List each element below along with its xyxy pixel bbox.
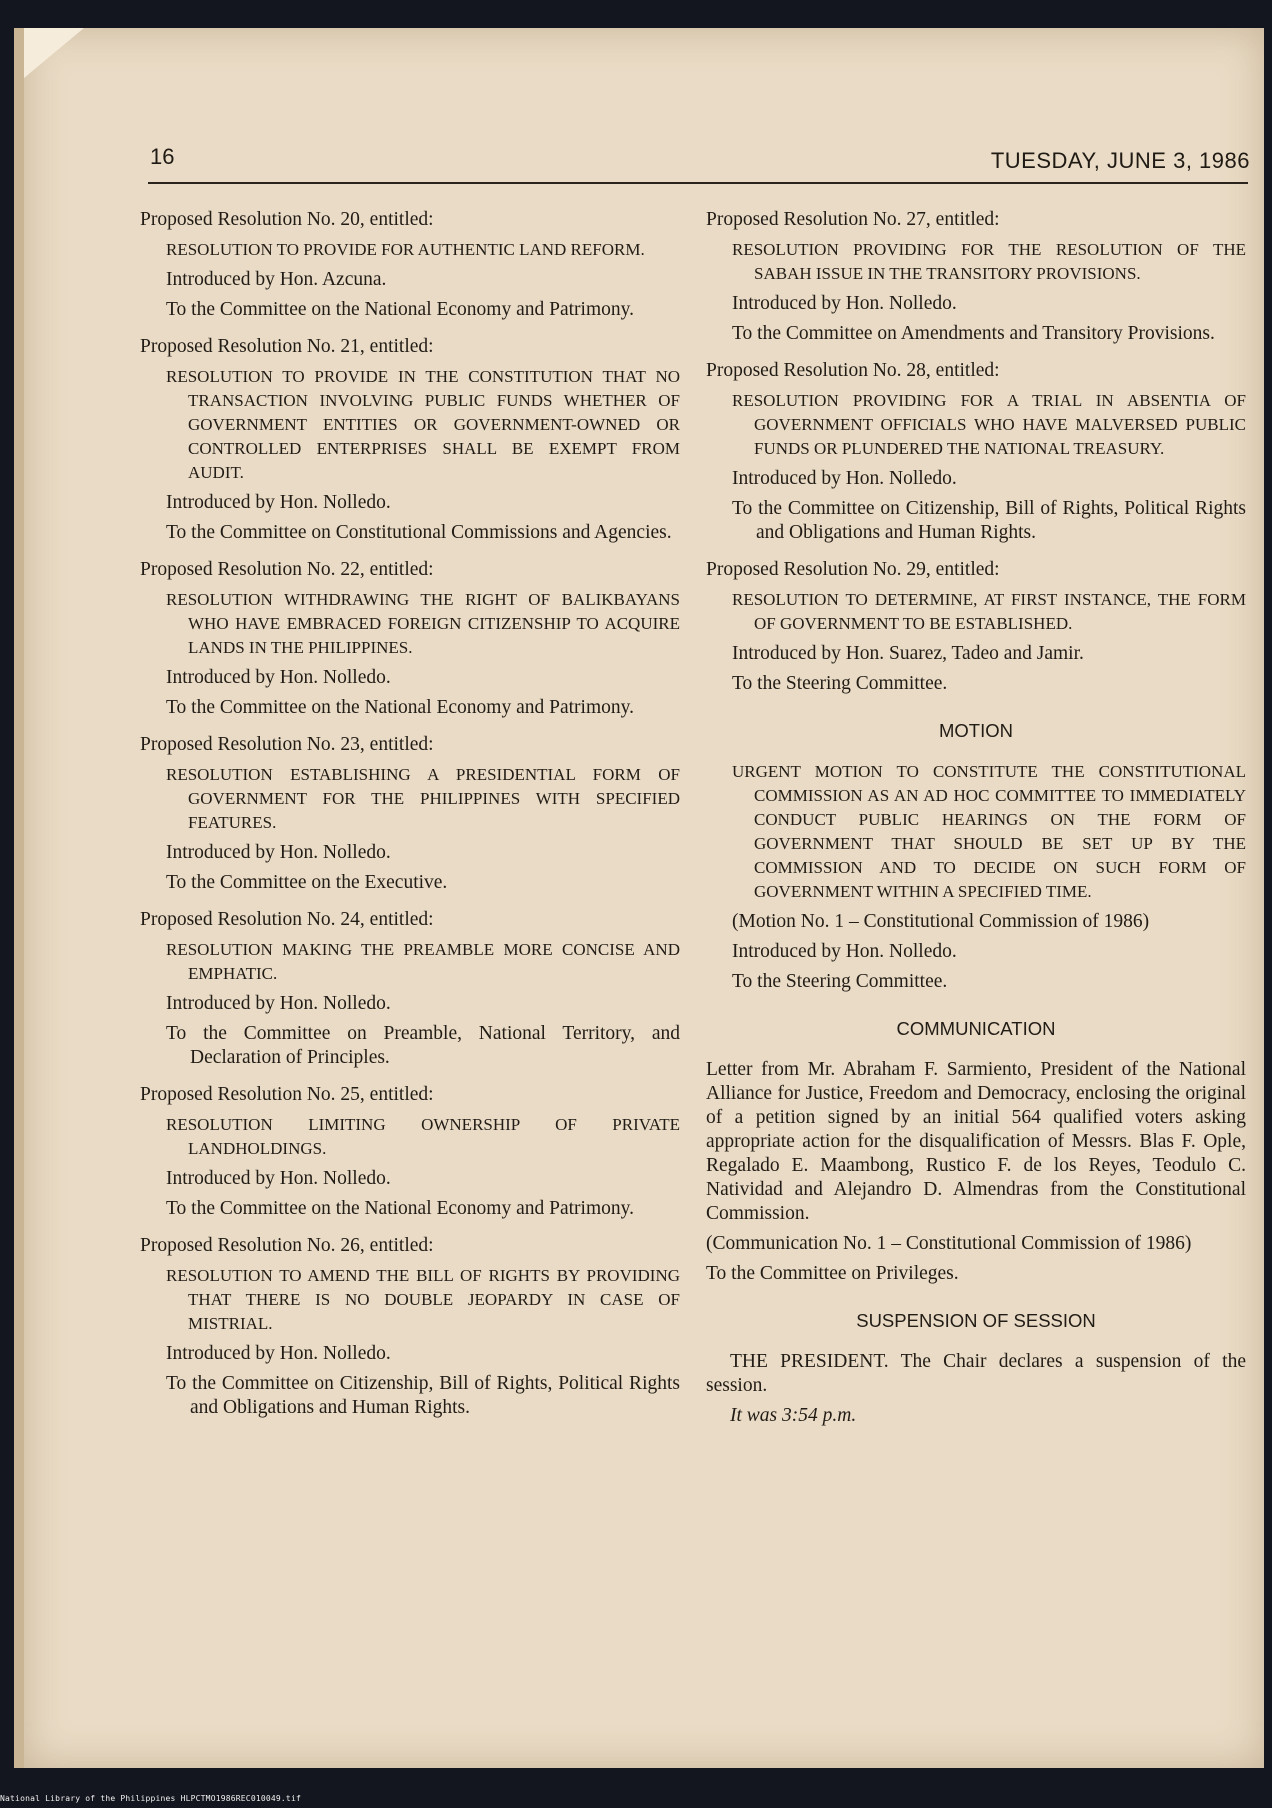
introduced-by: Introduced by Hon. Nolledo. [166,492,391,513]
committee-referral: To the Committee on Citizenship, Bill of Rights, Political Rights and Obligations and Human Rights. [732,498,1246,543]
motion-heading: MOTION [939,720,1013,741]
resolution-title: RESOLUTION TO PROVIDE FOR AUTHENTIC LAND REFORM. [166,240,645,259]
committee-referral: To the Committee on Amendments and Transitory Provisions. [732,323,1215,344]
suspension-section [706,1350,1246,1428]
introduced-by: Introduced by Hon. Nolledo. [166,1168,391,1189]
suspension-text: THE PRESIDENT. The Chair declares a suspension of the session. [706,1351,1246,1396]
resolution-heading: Proposed Resolution No. 24, entitled: [140,909,434,930]
motion-section [706,760,1246,994]
committee-referral: To the Committee on Privileges. [706,1263,959,1284]
communication-section [706,1058,1246,1286]
introduced-by: Introduced by Hon. Nolledo. [166,993,391,1014]
resolution-title: RESOLUTION MAKING THE PREAMBLE MORE CONCISE AND EMPHATIC. [166,940,680,983]
motion-text: URGENT MOTION TO CONSTITUTE THE CONSTITUTIONAL COMMISSION AS AN AD HOC COMMITTEE TO IMMEDIATELY CONDUCT PUBLIC HEARINGS ON THE FORM OF GOVERNMENT THAT SHOULD BE SET UP BY THE COMMISSION AND TO DECIDE ON SUCH FORM OF GOVERNMENT WITHIN A SPECIFIED TIME. [732,762,1246,901]
committee-referral: To the Committee on the National Economy and Patrimony. [166,697,634,718]
header-rule [148,182,1248,184]
introduced-by: Introduced by Hon. Nolledo. [166,842,391,863]
resolution-title: RESOLUTION PROVIDING FOR A TRIAL IN ABSENTIA OF GOVERNMENT OFFICIALS WHO HAVE MALVERSED PUBLIC FUNDS OR PLUNDERED THE NATIONAL TREASURY. [732,391,1246,458]
resolution-entry [706,359,1246,545]
suspension-time: It was 3:54 p.m. [730,1405,857,1426]
scan-footer: National Library of the Philippines HLPCTMO1986REC010049.tif [0,1794,301,1803]
resolution-entry [140,208,680,322]
motion-number: (Motion No. 1 – Constitutional Commission of 1986) [732,911,1150,932]
resolution-entry [140,733,680,895]
resolution-title: RESOLUTION TO AMEND THE BILL OF RIGHTS BY PROVIDING THAT THERE IS NO DOUBLE JEOPARDY IN CASE OF MISTRIAL. [166,1266,680,1333]
committee-referral: To the Committee on the National Economy and Patrimony. [166,1198,634,1219]
resolution-entry [706,208,1246,346]
left-column [140,208,680,1433]
introduced-by: Introduced by Hon. Nolledo. [732,941,957,962]
resolution-title: RESOLUTION LIMITING OWNERSHIP OF PRIVATE LANDHOLDINGS. [166,1115,680,1158]
resolution-heading: Proposed Resolution No. 25, entitled: [140,1084,434,1105]
committee-referral: To the Steering Committee. [732,673,948,694]
page-number: 16 [150,144,175,169]
resolution-entry [140,908,680,1070]
committee-referral: To the Steering Committee. [732,971,948,992]
introduced-by: Introduced by Hon. Nolledo. [166,1343,391,1364]
resolution-entry [140,1083,680,1221]
resolution-title: RESOLUTION WITHDRAWING THE RIGHT OF BALIKBAYANS WHO HAVE EMBRACED FOREIGN CITIZENSHIP TO ACQUIRE LANDS IN THE PHILIPPINES. [166,590,680,657]
introduced-by: Introduced by Hon. Nolledo. [732,468,957,489]
resolution-heading: Proposed Resolution No. 28, entitled: [706,360,1000,381]
right-column [706,208,1246,1441]
resolution-title: RESOLUTION ESTABLISHING A PRESIDENTIAL FORM OF GOVERNMENT FOR THE PHILIPPINES WITH SPECIFIED FEATURES. [166,765,680,832]
communication-heading: COMMUNICATION [896,1018,1056,1039]
committee-referral: To the Committee on Preamble, National Territory, and Declaration of Principles. [166,1023,680,1068]
introduced-by: Introduced by Hon. Azcuna. [166,269,387,290]
resolution-entry [140,558,680,720]
committee-referral: To the Committee on Citizenship, Bill of Rights, Political Rights and Obligations and Human Rights. [166,1373,680,1418]
committee-referral: To the Committee on Constitutional Commissions and Agencies. [166,522,672,543]
introduced-by: Introduced by Hon. Nolledo. [166,667,391,688]
committee-referral: To the Committee on the National Economy and Patrimony. [166,299,634,320]
resolution-title: RESOLUTION PROVIDING FOR THE RESOLUTION OF THE SABAH ISSUE IN THE TRANSITORY PROVISIONS. [732,240,1246,283]
resolution-heading: Proposed Resolution No. 20, entitled: [140,209,434,230]
resolution-entry [706,558,1246,696]
communication-number: (Communication No. 1 – Constitutional Commission of 1986) [706,1233,1192,1254]
page-header [138,144,1250,184]
resolution-title: RESOLUTION TO PROVIDE IN THE CONSTITUTION THAT NO TRANSACTION INVOLVING PUBLIC FUNDS WHETHER OF GOVERNMENT ENTITIES OR GOVERNMENT-OWNED OR CONTROLLED ENTERPRISES SHALL BE EXEMPT FROM AUDIT. [166,367,680,482]
introduced-by: Introduced by Hon. Nolledo. [732,293,957,314]
resolution-title: RESOLUTION TO DETERMINE, AT FIRST INSTANCE, THE FORM OF GOVERNMENT TO BE ESTABLISHED. [732,590,1246,633]
introduced-by: Introduced by Hon. Suarez, Tadeo and Jamir. [732,643,1084,664]
resolution-heading: Proposed Resolution No. 22, entitled: [140,559,434,580]
resolution-heading: Proposed Resolution No. 29, entitled: [706,559,1000,580]
resolution-heading: Proposed Resolution No. 21, entitled: [140,336,434,357]
resolution-entry [140,335,680,545]
page-date: TUESDAY, JUNE 3, 1986 [990,148,1250,173]
resolution-heading: Proposed Resolution No. 23, entitled: [140,734,434,755]
committee-referral: To the Committee on the Executive. [166,872,448,893]
communication-text: Letter from Mr. Abraham F. Sarmiento, President of the National Alliance for Justice, Freedom and Democracy, enclosing the original of a petition signed by an initial 564 qualified voters asking appropriate action for the disqualification of Messrs. Blas F. Ople, Regalado E. Maambong, Rustico F. de los Reyes, Teodulo C. Natividad and Alejandro D. Almendras from the Constitutional Commission. [706,1059,1246,1224]
resolution-heading: Proposed Resolution No. 26, entitled: [140,1235,434,1256]
suspension-heading: SUSPENSION OF SESSION [856,1310,1096,1331]
page-fold [24,28,84,78]
resolution-heading: Proposed Resolution No. 27, entitled: [706,209,1000,230]
resolution-entry [140,1234,680,1420]
